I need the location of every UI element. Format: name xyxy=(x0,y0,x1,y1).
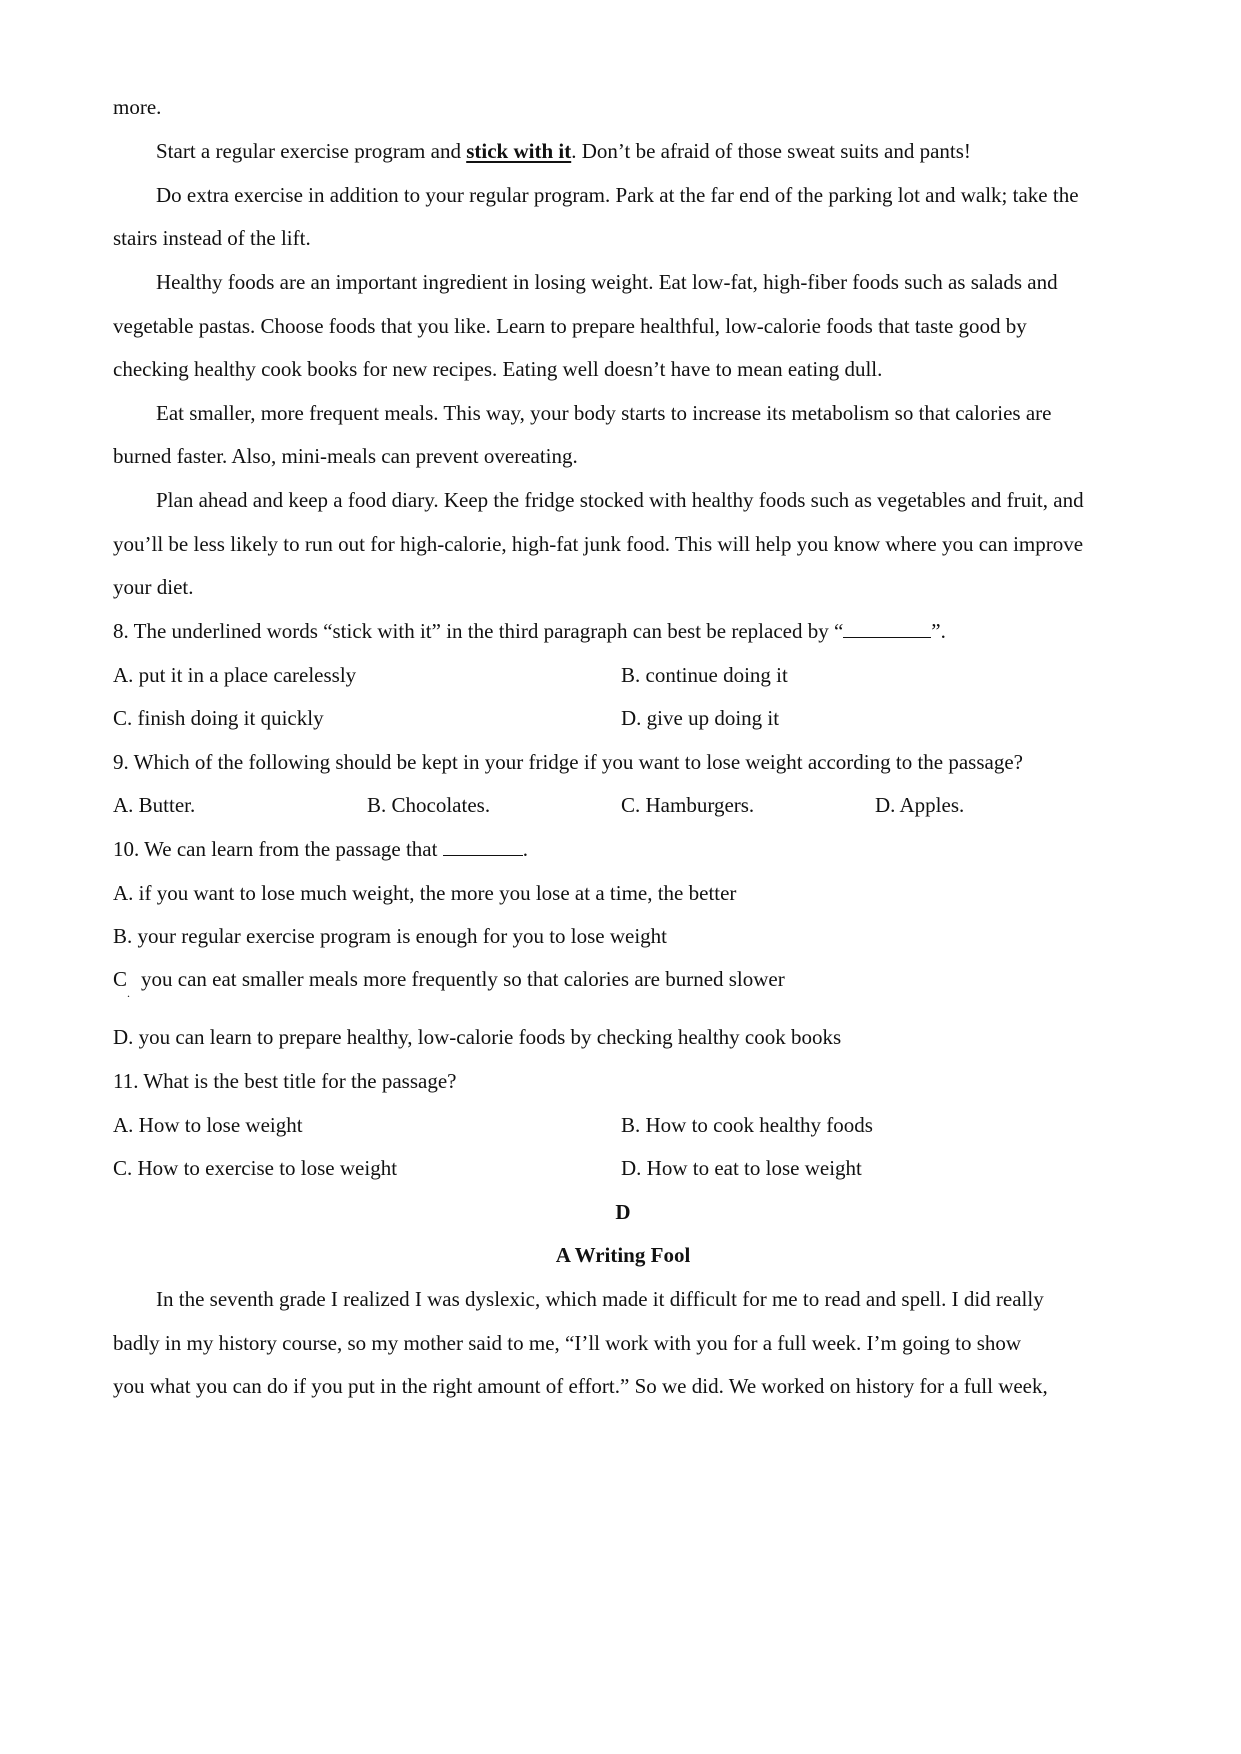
answer-blank xyxy=(843,619,931,638)
question-11-stem: 11. What is the best title for the passage? xyxy=(113,1069,457,1093)
underlined-phrase: stick with it xyxy=(466,139,572,163)
question-11-option-b: B. How to cook healthy foods xyxy=(621,1113,873,1137)
question-11-options-row-1 xyxy=(113,1110,1133,1140)
paragraph-food-diary-line-2: you’ll be less likely to run out for high-calorie, high-fat junk food. This will help you know where you can improve xyxy=(113,532,1084,556)
question-8-stem-end: ”. xyxy=(931,619,946,643)
question-9-option-d: D. Apples. xyxy=(875,793,965,817)
paragraph-healthy-foods-line-1: Healthy foods are an important ingredient in losing weight. Eat low-fat, high-fiber foods such as salads and xyxy=(156,270,1058,294)
paragraph-food-diary-line-1: Plan ahead and keep a food diary. Keep the fridge stocked with healthy foods such as vegetables and fruit, and xyxy=(156,488,1084,512)
paragraph-continuation: more. xyxy=(113,95,162,119)
question-11-option-d: D. How to eat to lose weight xyxy=(621,1156,862,1180)
paragraph-healthy-foods-line-3: checking healthy cook books for new recipes. Eating well doesn’t have to mean eating dull. xyxy=(113,357,883,381)
paragraph-extra-exercise-line-1: Do extra exercise in addition to your regular program. Park at the far end of the parking lot and walk; take the xyxy=(156,183,1079,207)
question-8-option-d: D. give up doing it xyxy=(621,706,780,730)
passage-d-line-2: badly in my history course, so my mother said to me, “I’ll work with you for a full week. I’m going to show xyxy=(113,1331,1022,1355)
option-letter: C xyxy=(113,967,128,991)
passage-d-line-3: you what you can do if you put in the right amount of effort.” So we did. We worked on history for a full week, xyxy=(113,1374,1048,1398)
paragraph-healthy-foods-line-2: vegetable pastas. Choose foods that you like. Learn to prepare healthful, low-calorie foods that taste good by xyxy=(113,314,1027,338)
paragraph-exercise-program xyxy=(113,136,971,166)
question-10-option-b: B. your regular exercise program is enough for you to lose weight xyxy=(113,924,668,948)
option-text: you can eat smaller meals more frequently so that calories are burned slower xyxy=(141,967,785,991)
passage-d-line-1: In the seventh grade I realized I was dyslexic, which made it difficult for me to read and spell. I did really xyxy=(156,1287,1044,1311)
question-10-stem xyxy=(113,834,528,864)
paragraph-smaller-meals-line-1: Eat smaller, more frequent meals. This way, your body starts to increase its metabolism so that calories are xyxy=(156,401,1052,425)
question-10-option-d: D. you can learn to prepare healthy, low-calorie foods by checking healthy cook books xyxy=(113,1025,842,1049)
question-9-option-a: A. Butter. xyxy=(113,793,196,817)
question-8-options-row-1 xyxy=(113,660,1133,690)
question-8-option-a: A. put it in a place carelessly xyxy=(113,663,357,687)
option-dot: . xyxy=(127,986,130,1000)
question-9-options-row xyxy=(113,790,1133,820)
text-segment: . Don’t be afraid of those sweat suits and pants! xyxy=(571,139,971,163)
section-heading: D xyxy=(615,1200,631,1224)
question-10-option-a: A. if you want to lose much weight, the more you lose at a time, the better xyxy=(113,881,737,905)
paragraph-extra-exercise-line-2: stairs instead of the lift. xyxy=(113,226,311,250)
question-9-option-c: C. Hamburgers. xyxy=(621,793,755,817)
paragraph-smaller-meals-line-2: burned faster. Also, mini-meals can prevent overeating. xyxy=(113,444,578,468)
question-8-options-row-2 xyxy=(113,703,1133,733)
question-8-stem xyxy=(113,616,946,646)
answer-blank xyxy=(443,837,523,856)
question-8-option-b: B. continue doing it xyxy=(621,663,788,687)
paragraph-food-diary-line-3: your diet. xyxy=(113,575,194,599)
question-10-stem-end: . xyxy=(522,837,528,861)
question-11-options-row-2 xyxy=(113,1153,1133,1183)
question-9-option-b: B. Chocolates. xyxy=(367,793,491,817)
question-11-option-a: A. How to lose weight xyxy=(113,1113,303,1137)
question-11-option-c: C. How to exercise to lose weight xyxy=(113,1156,398,1180)
question-8-option-c: C. finish doing it quickly xyxy=(113,706,324,730)
text-segment: Start a regular exercise program and xyxy=(156,139,467,163)
question-10-stem-text: 10. We can learn from the passage that xyxy=(113,837,443,861)
question-10-option-c xyxy=(113,964,1133,1000)
question-9-stem: 9. Which of the following should be kept in your fridge if you want to lose weight according to the passage? xyxy=(113,750,1023,774)
passage-title: A Writing Fool xyxy=(555,1243,691,1267)
question-8-stem-text: 8. The underlined words “stick with it” in the third paragraph can best be replaced by “ xyxy=(113,619,844,643)
